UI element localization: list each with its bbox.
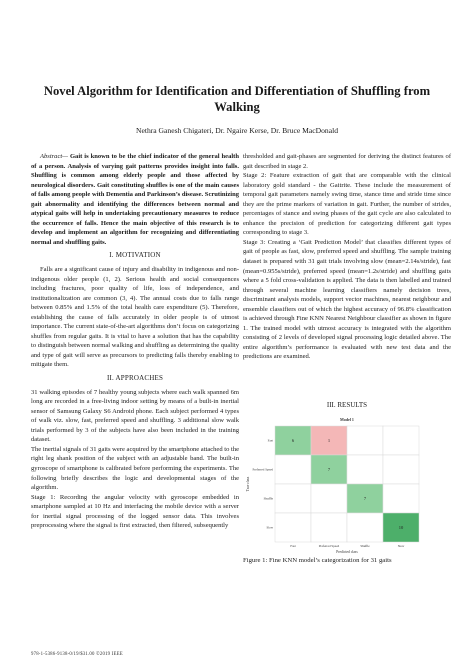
abstract-text: Gait is known to be the chief indicator of the general health of a person. Analysis of varying gait patterns provides insight into falls. Shuffling is common among elderly people and those affected by neurological disorders. Gait constituting shuffles is one of the main causes of falls among people with Dementia and Parkinson’s disease. Scrutinizing gait abnormality and identifying the differences between normal and atypical gaits will help in undertaking precautionary measures to reduce the occurrence of falls. Hence the main objective of this research is to develop and implement an algorithm for recognizing and differentiating normal and shuffling gaits. (31, 153, 239, 246)
footer-copyright: 978-1-5386-9138-0/19/$31.00 ©2019 IEEE (31, 652, 123, 657)
motivation-paragraph: Falls are a significant cause of injury and disability in indigenous and non-indigenous older people (1, 2). Serious health and social consequences including fractures, poor quality of life, loss of independence, and institutionalization are common (3, 4). The annual costs due to falls range between 0.85% and 1.5% of the total health care expenditure (5). Therefore, establishing the cause of falls accurately in older people is of utmost importance. The current state-of-the-art algorithms don’t focus on categorizing shuffles from regular gaits. It is vital to have a solution that has the capability to distinguish between normal walking and shuffling as determining the quality and type of gait will serve as precursors to predicting falls thereby enabling to mitigate them. (31, 266, 239, 369)
column-tick-label: Shuffle (360, 544, 370, 548)
approach-paragraph-2: The inertial signals of 31 gaits were acquired by the smartphone attached to the right leg shank position of the subject with an adjustable band. The built-in gyroscope of smartphone is calibrated before performing the experiments. The following briefly describes the logic and developmental stages of the algorithm. (31, 445, 239, 492)
section-heading-motivation: I. MOTIVATION (109, 251, 161, 260)
cell-value: 7 (363, 496, 367, 501)
abstract (31, 152, 239, 247)
matrix-cell (275, 484, 311, 513)
abstract-label: Abstract— (40, 153, 69, 160)
stage-2-paragraph: Stage 2: Feature extraction of gait that are comparable with the clinical laboratory gold standard - the Gaitrite. These include the measurement of temporal gait parameters namely swing time, stance time and stride time since they are the prime markers of variation in gait. Further, the number of strides, percentages of stance and swing phases of the gait cycle are also calculated to enhance the precision of prediction for categorizing different gait types corresponding to stage 3. (243, 172, 451, 237)
row-tick-label: Fast (267, 438, 273, 443)
matrix-cell (311, 513, 347, 542)
left-column (31, 152, 239, 531)
confusion-matrix-figure (245, 414, 446, 555)
matrix-cell (347, 513, 383, 542)
y-axis-label: True class (246, 476, 250, 492)
matrix-cell (275, 513, 311, 542)
confusion-matrix (245, 414, 446, 555)
chart-title: Model 1 (340, 417, 354, 422)
column-tick-label: Slow (397, 544, 405, 548)
approach-paragraph-3: Stage 1: Recording the angular velocity with gyroscope embedded in smartphone sampled at 10 Hz and interfacing the mobile device with a server for inertial signal processing of the logged sensor data. This involves preprocessing where the signal is first extracted, then filtered, subsequently (31, 493, 239, 530)
matrix-cell (347, 455, 383, 484)
paper-title: Novel Algorithm for Identification and Differentiation of Shuffling from Walking (43, 84, 431, 114)
section-heading-approaches: II. APPROACHES (106, 374, 164, 383)
figure-caption: Figure 1: Fine KNN model’s categorization for 31 gaits (243, 557, 392, 564)
stage-1-continued: thresholded and gait-phases are segmented for deriving the distinct features of gait described in stage 2. (243, 153, 451, 170)
cell-value: 6 (291, 438, 295, 443)
row-tick-label: Preferred Speed (252, 467, 273, 472)
approach-paragraph-1: 31 walking episodes of 7 healthy young subjects where each walk spanned 6m long are recorded in a free-living indoor setting by means of a built-in inertial sensor of Samsung Galaxy S6 Android phone. Each subject performed 4 types of walk viz. slow, fast, preferred speed and shuffling. 3 additional slow walk trials performed by 3 of the subjects have also been included in the training dataset. (31, 388, 239, 444)
stage-3-paragraph: Stage 3: Creating a ‘Gait Prediction Model’ that classifies different types of gait of people as fast, slow, preferred speed and shuffling. The sample training dataset is prepared with 31 gait trials involving slow (mean=2.14s/stride), fast (mean=0.955s/stride), preferred speed (mean=1.2s/stride) and shuffling gaits where a 5 fold cross-validation is applied. The data is then labelled and trained through several machine learning classifiers namely decision trees, discriminant analysis models, support vector machines, nearest neighbour and ensemble classifiers out of which the highest accuracy of 96.8% classification is achieved through Fine KNN Nearest Neighbour classifier as shown in figure 1. The trained model with utmost accuracy is integrated with the algorithm consisting of 2 levels of developed signal processing logic detailed above. The entire algorithm’s performance is evaluated with new test data and the predictions are examined. (243, 238, 451, 361)
matrix-cell (383, 484, 419, 513)
x-axis-label: Predicted class (336, 550, 358, 554)
right-column (243, 152, 451, 362)
row-tick-label: Slow (266, 525, 273, 530)
column-tick-label: Preferred Speed (318, 544, 340, 548)
matrix-cell (275, 455, 311, 484)
author-list: Nethra Ganesh Chigateri, Dr. Ngaire Kerse, Dr. Bruce MacDonald (135, 126, 338, 135)
matrix-cell (347, 426, 383, 455)
matrix-cell (311, 484, 347, 513)
cell-value: 10 (398, 525, 404, 530)
row-tick-label: Shuffle (263, 496, 273, 501)
cell-value: 1 (327, 438, 331, 443)
column-tick-label: Fast (290, 544, 296, 548)
matrix-cell (383, 426, 419, 455)
cell-value: 7 (327, 467, 331, 472)
section-heading-results: III. RESULTS (326, 401, 368, 409)
matrix-cell (383, 455, 419, 484)
